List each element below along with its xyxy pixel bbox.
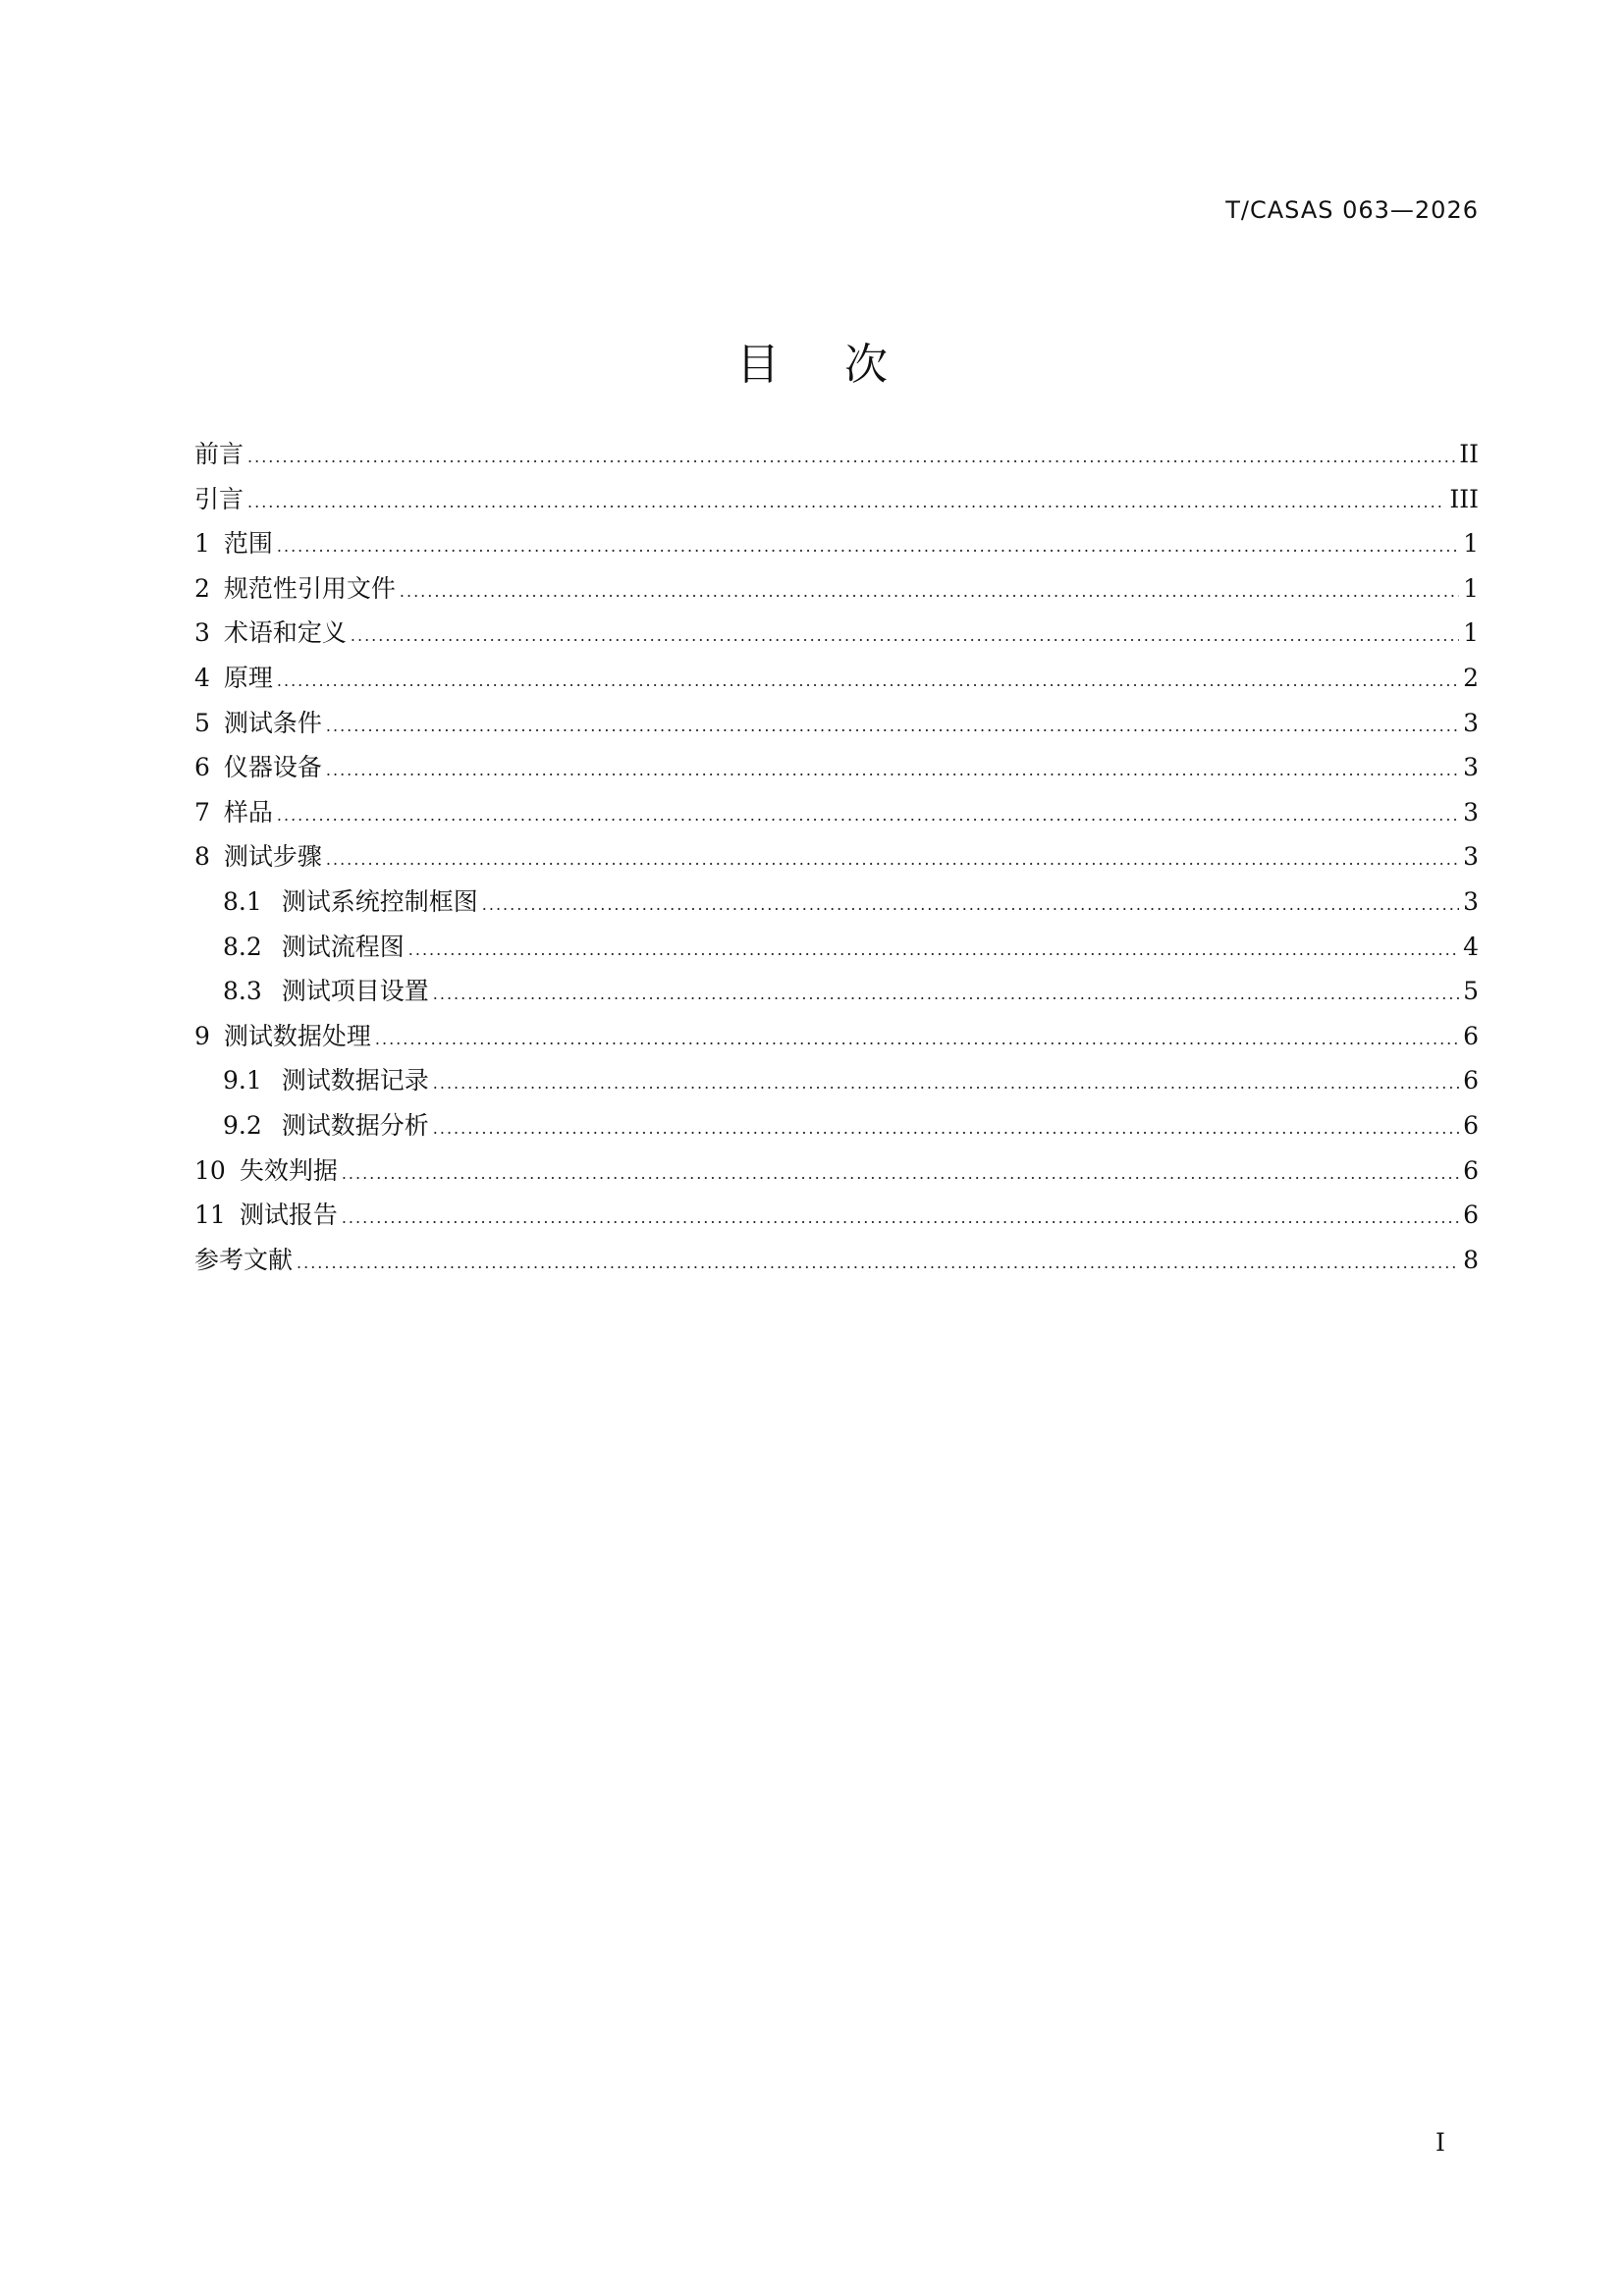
toc-entry-title: 测试系统控制框图 [281, 886, 478, 916]
toc-entry-number: 8 [194, 842, 210, 872]
toc-entry-page: 5 [1463, 977, 1479, 1006]
toc-entry-page: 3 [1463, 797, 1479, 827]
toc-entry-number: 9 [194, 1021, 210, 1050]
toc-entry-title: 失效判据 [239, 1155, 338, 1185]
toc-entry-title: 术语和定义 [223, 618, 347, 648]
toc-entry-title: 原理 [223, 663, 273, 692]
toc-title: 目次 [736, 340, 952, 390]
toc-dot-leader [342, 1151, 1459, 1197]
toc-entry-page: 1 [1463, 573, 1479, 603]
toc-dot-leader [482, 882, 1459, 928]
toc-entry-page: 3 [1463, 708, 1479, 737]
toc-entry-title: 范围 [223, 529, 273, 559]
toc-entry-title: 前言 [194, 440, 244, 468]
toc-dot-leader [342, 1196, 1459, 1241]
toc-entry-title: 测试步骤 [223, 842, 322, 872]
toc-entry[interactable] [194, 1103, 1479, 1148]
toc-dot-leader [297, 1241, 1459, 1286]
toc-entry[interactable] [194, 745, 1479, 790]
toc-entry-title: 测试流程图 [281, 932, 405, 961]
toc-dot-leader [400, 569, 1459, 614]
toc-entry-page: 6 [1463, 1110, 1479, 1140]
toc-entry[interactable] [194, 834, 1479, 880]
toc-entry-page: 4 [1463, 932, 1479, 961]
toc-dot-leader [326, 704, 1459, 749]
toc-entry-number: 7 [194, 797, 210, 827]
toc-entry-number: 3 [194, 618, 210, 648]
toc-entry-number: 11 [194, 1201, 226, 1230]
toc-entry[interactable] [194, 1193, 1479, 1238]
toc-entry-page: 3 [1463, 842, 1479, 872]
toc-entry[interactable] [194, 1014, 1479, 1059]
toc-dot-leader [433, 1106, 1459, 1151]
toc-entry-title: 测试数据分析 [281, 1110, 429, 1140]
toc-entry-number: 6 [194, 753, 210, 782]
toc-entry[interactable] [194, 477, 1479, 522]
toc-entry-page: 6 [1463, 1066, 1479, 1095]
toc-entry[interactable] [194, 566, 1479, 612]
toc-dot-leader [326, 837, 1459, 882]
toc-dot-leader [433, 972, 1459, 1017]
toc-dot-leader [351, 614, 1459, 659]
toc-dot-leader [326, 748, 1459, 793]
toc-entry-page: 1 [1463, 618, 1479, 648]
toc-dot-leader [277, 524, 1459, 569]
toc-entry-title: 仪器设备 [223, 753, 322, 782]
toc-entry[interactable] [194, 925, 1479, 970]
toc-entry-number: 9.2 [223, 1110, 262, 1140]
toc-entry[interactable] [194, 790, 1479, 835]
toc-entry[interactable] [194, 521, 1479, 566]
toc-entry-number: 8.2 [223, 932, 262, 961]
toc-dot-leader [277, 659, 1459, 704]
toc-entry-number: 5 [194, 708, 210, 737]
toc-entry-title: 测试数据记录 [281, 1066, 429, 1095]
toc-entry-page: 6 [1463, 1155, 1479, 1185]
toc-entry-title: 测试项目设置 [281, 977, 429, 1006]
toc-dot-leader [277, 793, 1459, 838]
toc-entry-page: 6 [1463, 1021, 1479, 1050]
toc-entry-page: 1 [1463, 529, 1479, 559]
toc-entry-title: 测试报告 [239, 1201, 338, 1230]
toc-entry[interactable] [194, 1238, 1479, 1283]
toc-dot-leader [247, 435, 1455, 480]
toc-entry[interactable] [194, 1058, 1479, 1103]
toc-entry-number: 10 [194, 1155, 226, 1185]
toc-dot-leader [433, 1061, 1459, 1106]
toc-entry-page: 6 [1463, 1201, 1479, 1230]
toc-entry-title: 规范性引用文件 [223, 573, 396, 603]
toc-entry-title: 参考文献 [194, 1245, 294, 1274]
toc-entry[interactable] [194, 611, 1479, 656]
table-of-contents [194, 432, 1479, 1282]
toc-entry[interactable] [194, 701, 1479, 746]
toc-entry-number: 9.1 [223, 1066, 262, 1095]
toc-entry[interactable] [194, 969, 1479, 1014]
toc-entry[interactable] [194, 656, 1479, 701]
toc-entry-number: 2 [194, 573, 210, 603]
toc-entry[interactable] [194, 1148, 1479, 1194]
toc-entry-page: 8 [1463, 1245, 1479, 1274]
toc-dot-leader [375, 1017, 1459, 1062]
toc-entry-number: 4 [194, 663, 210, 692]
standard-code: T/CASAS 063—2026 [1225, 196, 1479, 224]
toc-dot-leader [247, 480, 1445, 525]
toc-entry-page: 2 [1463, 663, 1479, 692]
toc-entry-number: 8.1 [223, 886, 262, 916]
toc-entry-title: 引言 [194, 484, 244, 513]
toc-entry-page: II [1459, 440, 1479, 468]
toc-entry-number: 8.3 [223, 977, 262, 1006]
toc-entry-title: 测试条件 [223, 708, 322, 737]
page-number: I [1435, 2128, 1445, 2157]
toc-entry[interactable] [194, 880, 1479, 925]
toc-dot-leader [408, 928, 1459, 973]
toc-entry-title: 测试数据处理 [223, 1021, 371, 1050]
toc-entry-page: 3 [1463, 753, 1479, 782]
toc-entry-title: 样品 [223, 797, 273, 827]
toc-entry-page: 3 [1463, 886, 1479, 916]
toc-entry-number: 1 [194, 529, 210, 559]
toc-entry[interactable] [194, 432, 1479, 477]
toc-entry-page: III [1449, 484, 1479, 513]
